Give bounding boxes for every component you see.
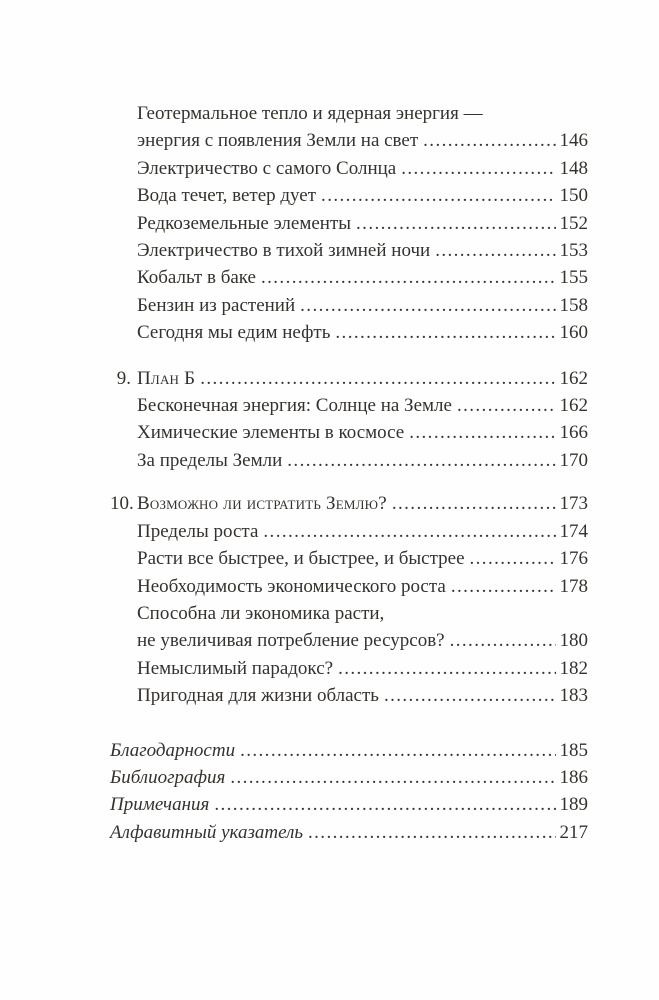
- entry-title: Редкоземельные элементы: [137, 212, 352, 234]
- entry-page-number: 182: [559, 657, 588, 679]
- toc-entry: [110, 264, 588, 291]
- entry-title: не увеличивая потребление ресурсов?: [137, 630, 445, 652]
- dot-leader: [200, 365, 555, 392]
- entry-title: Электричество с самого Солнца: [137, 157, 397, 179]
- entry-title: Алфавитный указатель: [110, 821, 303, 843]
- entry-page-number: 173: [559, 493, 588, 515]
- entry-title: Расти все быстрее, и быстрее, и быстрее: [137, 548, 465, 570]
- toc-chapter-10: [110, 490, 588, 517]
- entry-title: Бесконечная энергия: Солнце на Земле: [137, 395, 452, 417]
- dot-leader: [230, 764, 555, 791]
- entry-page-number: 162: [559, 367, 588, 389]
- entry-page-number: 183: [559, 685, 588, 707]
- dot-leader: [450, 627, 556, 654]
- entry-page-number: 186: [559, 766, 588, 788]
- entry-page-number: 166: [559, 422, 588, 444]
- entry-title: Геотермальное тепло и ядерная энергия —: [137, 103, 483, 124]
- toc-backmatter-entry: [110, 737, 588, 764]
- entry-page-number: 185: [559, 739, 588, 761]
- chapter-number: 10.: [110, 493, 134, 515]
- entry-title: Благодарности: [110, 739, 236, 761]
- toc-entry: [110, 655, 588, 682]
- entry-page-number: 170: [559, 449, 588, 471]
- toc-entry: [110, 682, 588, 709]
- toc-entry: [110, 210, 588, 237]
- toc-entry: [110, 573, 588, 600]
- dot-leader: [261, 264, 556, 291]
- entry-page-number: 158: [559, 294, 588, 316]
- entry-title: За пределы Земли: [137, 449, 283, 471]
- toc-entry: [110, 127, 588, 154]
- dot-leader: [335, 319, 555, 346]
- entry-title: Кобальт в баке: [137, 267, 256, 289]
- entry-page-number: 178: [559, 575, 588, 597]
- toc-chapter-9: [110, 365, 588, 392]
- dot-leader: [451, 573, 556, 600]
- entry-title: энергия с появления Земли на свет: [137, 130, 419, 152]
- toc-entry: [110, 518, 588, 545]
- entry-page-number: 162: [559, 395, 588, 417]
- toc-entry: [110, 419, 588, 446]
- entry-title: Немыслимый парадокс?: [137, 657, 334, 679]
- chapter-title: План Б: [137, 367, 196, 389]
- entry-title: Электричество в тихой зимней ночи: [137, 240, 431, 262]
- toc-entry: [110, 319, 588, 346]
- toc-entry: [110, 155, 588, 182]
- toc-backmatter-entry: [110, 791, 588, 818]
- dot-leader: [300, 292, 555, 319]
- toc-entry: [110, 182, 588, 209]
- entry-title: Библиография: [110, 766, 226, 788]
- chapter-number: 9.: [116, 367, 131, 389]
- entry-page-number: 189: [559, 794, 588, 816]
- entry-title: Пределы роста: [137, 520, 259, 542]
- dot-leader: [401, 155, 555, 182]
- entry-page-number: 160: [559, 322, 588, 344]
- entry-title: Сегодня мы едим нефть: [137, 322, 331, 344]
- dot-leader: [214, 791, 555, 818]
- table-of-contents: [110, 100, 588, 846]
- dot-leader: [308, 819, 556, 846]
- toc-entry: [110, 545, 588, 572]
- entry-title: Вода течет, ветер дует: [137, 185, 317, 207]
- dot-leader: [457, 392, 556, 419]
- toc-entry-continued-line: [110, 100, 588, 127]
- dot-leader: [435, 237, 555, 264]
- toc-entry: [110, 447, 588, 474]
- dot-leader: [392, 490, 556, 517]
- entry-page-number: 150: [559, 185, 588, 207]
- entry-page-number: 153: [559, 240, 588, 262]
- entry-page-number: 180: [559, 630, 588, 652]
- toc-entry: [110, 237, 588, 264]
- dot-leader: [356, 210, 555, 237]
- entry-title: Способна ли экономика расти,: [137, 602, 385, 624]
- toc-backmatter-entry: [110, 764, 588, 791]
- dot-leader: [240, 737, 555, 764]
- toc-backmatter-entry: [110, 819, 588, 846]
- chapter-title: Возможно ли истратить Землю?: [137, 493, 387, 515]
- toc-entry: [110, 292, 588, 319]
- entry-page-number: 152: [559, 212, 588, 234]
- dot-leader: [470, 545, 556, 572]
- toc-entry: [110, 627, 588, 654]
- entry-page-number: 217: [559, 821, 588, 843]
- toc-entry: [110, 392, 588, 419]
- entry-page-number: 176: [559, 548, 588, 570]
- toc-entry-continued-line: [110, 600, 588, 627]
- dot-leader: [287, 447, 555, 474]
- entry-page-number: 148: [559, 157, 588, 179]
- entry-page-number: 146: [559, 130, 588, 152]
- dot-leader: [321, 182, 555, 209]
- entry-title: Примечания: [110, 794, 210, 816]
- entry-title: Пригодная для жизни область: [137, 685, 379, 707]
- entry-title: Необходимость экономического роста: [137, 575, 446, 597]
- dot-leader: [423, 127, 555, 154]
- dot-leader: [263, 518, 555, 545]
- entry-page-number: 174: [559, 520, 588, 542]
- entry-title: Химические элементы в космосе: [137, 422, 405, 444]
- entry-title: Бензин из растений: [137, 294, 296, 316]
- entry-page-number: 155: [559, 267, 588, 289]
- dot-leader: [409, 419, 555, 446]
- dot-leader: [384, 682, 556, 709]
- dot-leader: [338, 655, 555, 682]
